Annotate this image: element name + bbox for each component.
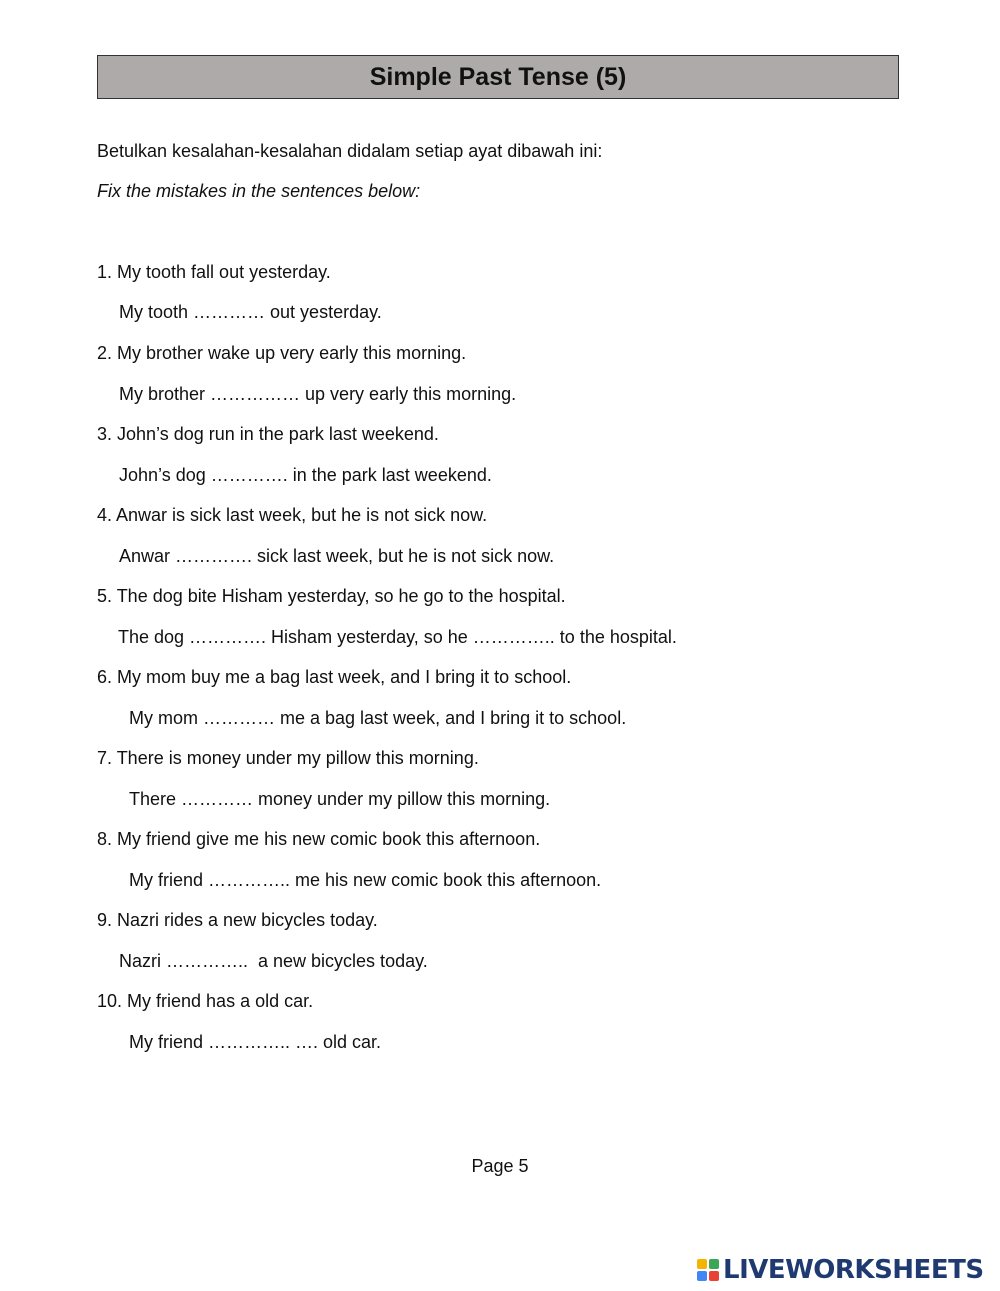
question-2: 2. My brother wake up very early this morning.	[97, 343, 467, 363]
question-10: 10. My friend has a old car.	[97, 991, 314, 1011]
instruction-malay: Betulkan kesalahan-kesalahan didalam setiap ayat dibawah ini:	[97, 141, 603, 161]
liveworksheets-logo-icon	[697, 1259, 719, 1281]
question-3: 3. John’s dog run in the park last weekend.	[97, 424, 439, 444]
answer-line-4[interactable]: Anwar …………. sick last week, but he is not sick now.	[119, 546, 555, 566]
answer-line-8[interactable]: My friend ………….. me his new comic book this afternoon.	[129, 870, 602, 890]
answer-line-2[interactable]: My brother …………… up very early this morning.	[119, 384, 517, 404]
answer-line-3[interactable]: John’s dog …………. in the park last weekend.	[119, 465, 492, 485]
question-4: 4. Anwar is sick last week, but he is not sick now.	[97, 505, 488, 525]
question-9: 9. Nazri rides a new bicycles today.	[97, 910, 378, 930]
question-7: 7. There is money under my pillow this morning.	[97, 748, 479, 768]
instruction-english: Fix the mistakes in the sentences below:	[97, 181, 421, 201]
answer-line-10[interactable]: My friend ………….. …. old car.	[129, 1032, 382, 1052]
answer-line-5[interactable]: The dog …………. Hisham yesterday, so he ………….. to the hospital.	[118, 627, 677, 647]
liveworksheets-logo	[697, 1255, 984, 1285]
answer-line-7[interactable]: There ………… money under my pillow this morning.	[129, 789, 551, 809]
logo-text: LIVEWORKSHEETS	[723, 1255, 984, 1285]
title-banner	[97, 55, 899, 99]
answer-line-6[interactable]: My mom ………… me a bag last week, and I bring it to school.	[129, 708, 627, 728]
page-number: Page 5	[471, 1156, 529, 1176]
question-6: 6. My mom buy me a bag last week, and I bring it to school.	[97, 667, 572, 687]
page-title: Simple Past Tense (5)	[369, 62, 627, 91]
answer-line-9[interactable]: Nazri ………….. a new bicycles today.	[119, 951, 428, 971]
question-1: 1. My tooth fall out yesterday.	[97, 262, 331, 282]
answer-line-1[interactable]: My tooth ………… out yesterday.	[119, 302, 382, 322]
question-5: 5. The dog bite Hisham yesterday, so he go to the hospital.	[97, 586, 566, 606]
question-8: 8. My friend give me his new comic book this afternoon.	[97, 829, 541, 849]
